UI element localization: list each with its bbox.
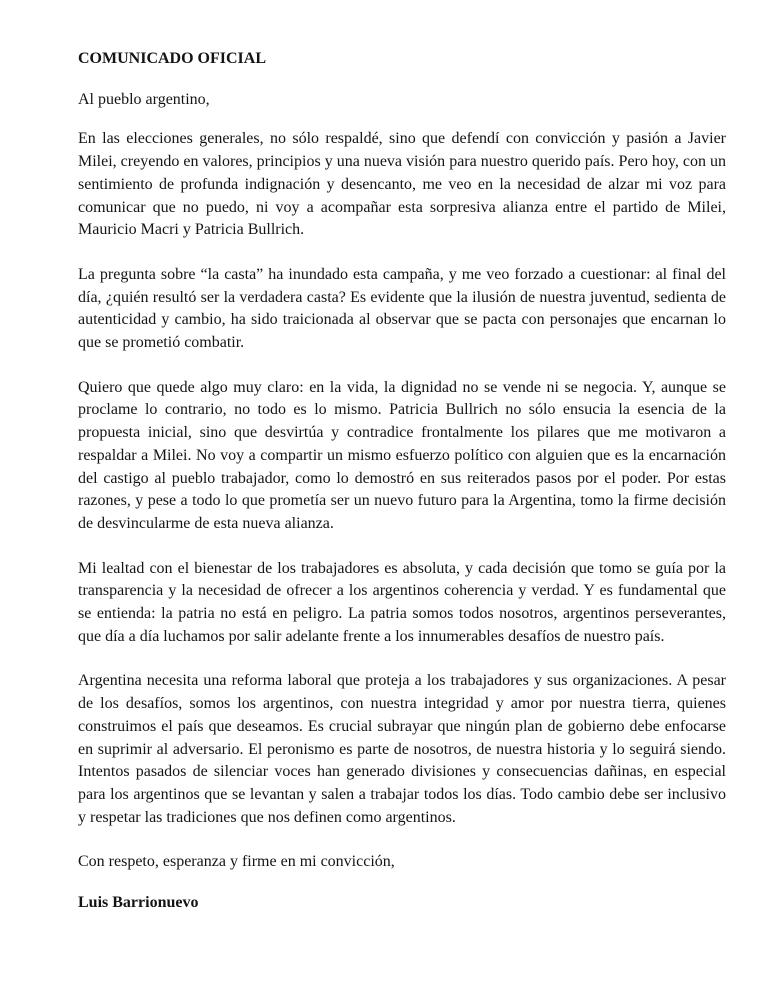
document-page	[78, 48, 726, 915]
closing-line: Con respeto, esperanza y firme en mi convicción,	[78, 853, 395, 871]
paragraph-5: Argentina necesita una reforma laboral que proteja a los trabajadores y sus organizaciones. A pesar de los desafíos, somos los argentinos, con nuestra integridad y amor por nuestra tierra, quienes construimos el país que deseamos. Es crucial subrayar que ningún plan de gobierno debe enfocarse en suprimir al adversario. El peronismo es parte de nosotros, de nuestra historia y lo seguirá siendo. Intentos pasados de silenciar voces han generado divisiones y consecuencias dañinas, en especial para los argentinos que se levantan y salen a trabajar todos los días. Todo cambio debe ser inclusivo y respetar las tradiciones que nos definen como argentinos.	[78, 672, 726, 826]
paragraph-3: Quiero que quede algo muy claro: en la vida, la dignidad no se vende ni se negocia. Y, aunque se proclame lo contrario, no todo es lo mismo. Patricia Bullrich no sólo ensucia la esencia de la propuesta inicial, sino que desvirtúa y contradice frontalmente los pilares que me motivaron a respaldar a Milei. No voy a compartir un mismo esfuerzo político con alguien que es la encarnación del castigo al pueblo trabajador, como lo demostró en sus reiterados pasos por el poder. Por estas razones, y pese a todo lo que prometía ser un nuevo futuro para la Argentina, tomo la firme decisión de desvincularme de esta nueva alianza.	[78, 378, 726, 532]
paragraph-2: La pregunta sobre “la casta” ha inundado esta campaña, y me veo forzado a cuestionar: al final del día, ¿quién resultó ser la verdadera casta? Es evidente que la ilusión de nuestra juventud, sedienta de autenticidad y cambio, ha sido traicionada al observar que se pacta con personajes que encarnan lo que se prometió combatir.	[78, 265, 726, 352]
paragraph-1: En las elecciones generales, no sólo respaldé, sino que defendí con convicción y pasión a Javier Milei, creyendo en valores, principios y una nueva visión para nuestro querido país. Pero hoy, con un sentimiento de profunda indignación y desencanto, me veo en la necesidad de alzar mi voz para comunicar que no puedo, ni voy a acompañar esta sorpresiva alianza entre el partido de Milei, Mauricio Macri y Patricia Bullrich.	[78, 130, 726, 239]
signature: Luis Barrionuevo	[78, 894, 199, 912]
document-title: COMUNICADO OFICIAL	[78, 50, 266, 67]
salutation: Al pueblo argentino,	[78, 90, 210, 108]
paragraph-4: Mi lealtad con el bienestar de los trabajadores es absoluta, y cada decisión que tomo se guía por la transparencia y la necesidad de ofrecer a los argentinos coherencia y verdad. Y es fundamental que se entienda: la patria no está en peligro. La patria somos todos nosotros, argentinos perseverantes, que día a día luchamos por salir adelante frente a los innumerables desafíos de nuestro país.	[78, 559, 726, 645]
